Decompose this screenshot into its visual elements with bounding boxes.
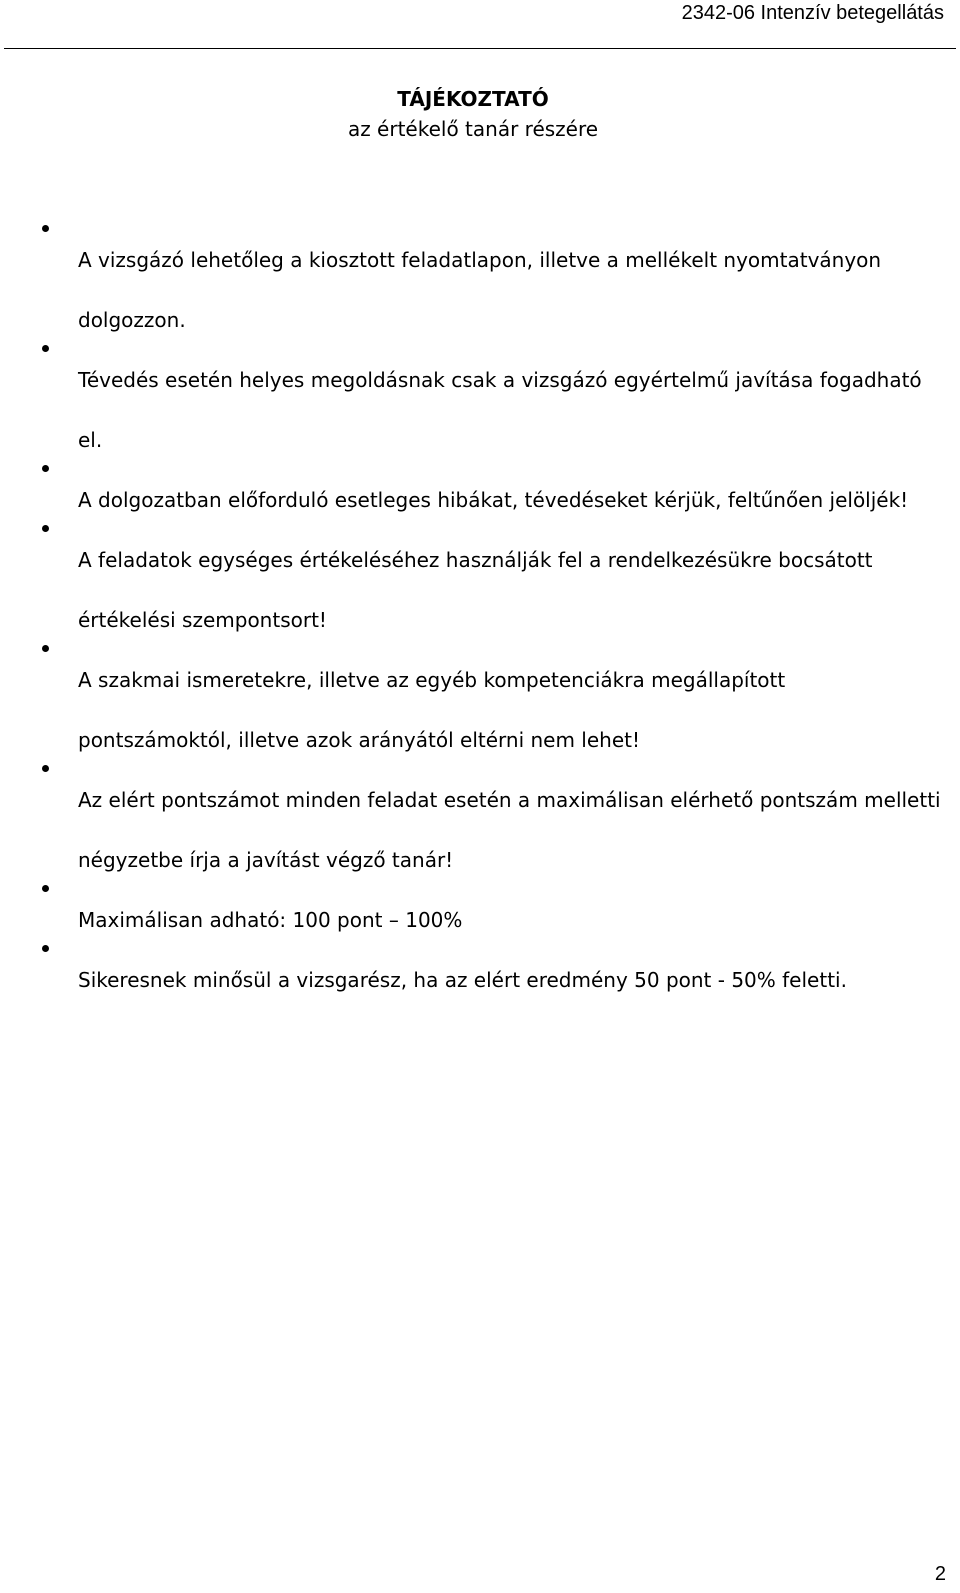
list-item-text: Maximálisan adható: 100 pont – 100% (78, 908, 463, 932)
document-subtitle: az értékelő tanár részére (347, 117, 599, 141)
bullet-icon (42, 885, 49, 892)
list-item-text: A feladatok egységes értékeléséhez használják fel a rendelkezésükre bocsátott értékelési szempontsort! (78, 548, 873, 632)
list-item (0, 754, 960, 890)
bullet-icon (42, 525, 49, 532)
bullet-icon (42, 645, 49, 652)
list-item-text: A dolgozatban előforduló esetleges hibákat, tévedéseket kérjük, feltűnően jelöljék! (78, 488, 909, 512)
bullet-icon (42, 345, 49, 352)
list-item (0, 634, 960, 770)
list-item (0, 334, 960, 470)
list-item-text: A vizsgázó lehetőleg a kiosztott feladatlapon, illetve a mellékelt nyomtatványon dolgozzon. (78, 248, 882, 332)
list-item (0, 514, 960, 650)
bullet-icon (42, 225, 49, 232)
page-number: 2 (934, 1563, 946, 1585)
bullet-icon (42, 465, 49, 472)
list-item-text: Az elért pontszámot minden feladat esetén a maximálisan elérhető pontszám melletti négyzetbe írja a javítást végző tanár! (78, 788, 941, 872)
list-item (0, 934, 960, 1010)
document-title: TÁJÉKOZTATÓ (397, 87, 549, 111)
document-heading (0, 84, 946, 144)
list-item-text: A szakmai ismeretekre, illetve az egyéb kompetenciákra megállapított pontszámoktól, illetve azok arányától eltérni nem lehet! (78, 668, 786, 752)
list-item-text: Tévedés esetén helyes megoldásnak csak a vizsgázó egyértelmű javítása fogadható el. (78, 368, 922, 452)
list-item-text: Sikeresnek minősül a vizsgarész, ha az elért eredmény 50 pont - 50% feletti. (78, 968, 847, 992)
header-divider (4, 48, 956, 49)
list-item (0, 214, 960, 350)
bullet-icon (42, 945, 49, 952)
document-header-title: 2342-06 Intenzív betegellátás (681, 2, 944, 24)
instructions-list (0, 230, 960, 1010)
bullet-icon (42, 765, 49, 772)
